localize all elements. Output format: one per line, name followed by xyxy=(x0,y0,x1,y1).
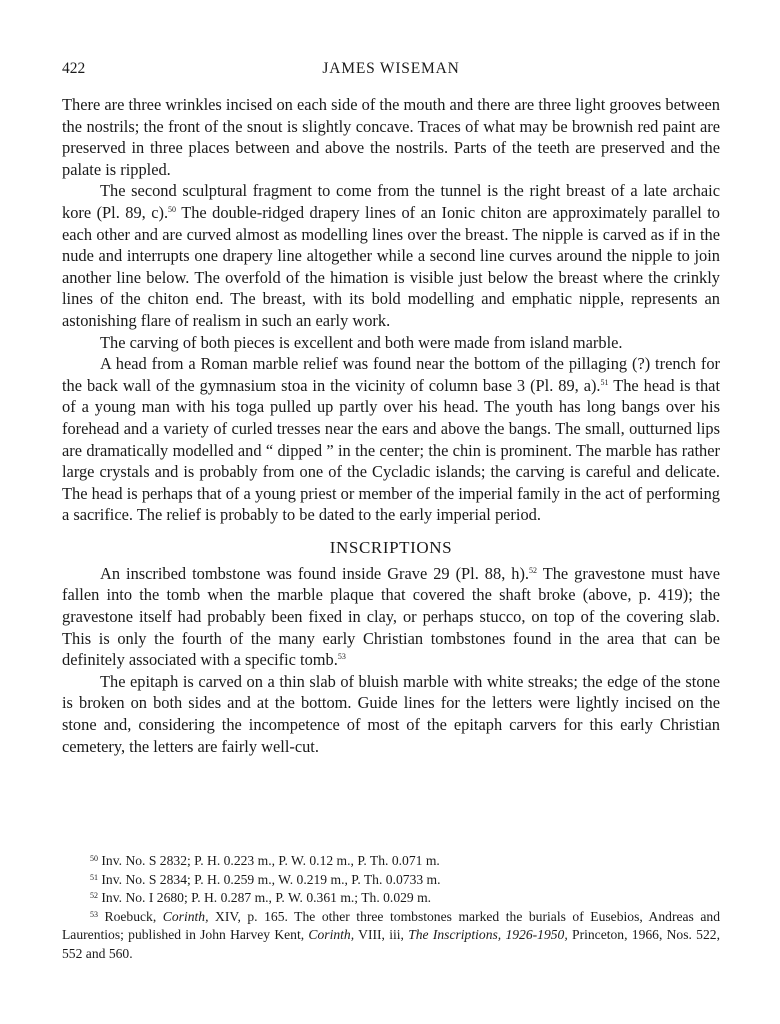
footnote-title: Corinth, xyxy=(308,927,355,942)
paragraph-4-text-a: A head from a Roman marble relief was found near the bottom of the pillaging (?) trench for the back wall of the gymnasium stoa in the vicinity of column base 3 (Pl. 89, a). xyxy=(62,354,720,395)
paragraph-5 xyxy=(62,563,720,671)
footnote-ref-50: 50 xyxy=(168,204,177,214)
footnote-number: 51 xyxy=(90,872,98,882)
footnote-52 xyxy=(62,889,720,908)
section-heading: INSCRIPTIONS xyxy=(329,537,453,557)
footnote-50 xyxy=(62,852,720,871)
footnote-text-a: Roebuck, xyxy=(104,908,163,924)
paragraph-4-text-b: The head is that of a young man with his toga pulled up partly over his head. The youth has long bangs over his forehead and a variety of curled tresses near the ears and above the bangs. The small, outturned lips are dramatically modelled and “ dipped ” in the center; the chin is prominent. The marble has rather large crystals and is probably from one of the Cycladic islands; the carving is careful and delicate. The head is perhaps that of a young priest or member of the imperial family in the act of performing a sacrifice. The relief is probably to be dated to the early imperial period. xyxy=(62,375,720,525)
paragraph-1: There are three wrinkles incised on each side of the mouth and there are three light grooves between the nostrils; the front of the snout is slightly concave. Traces of what may be brownish red paint are preserved in three places between and above the nostrils. Parts of the teeth are preserved and the palate is rippled. xyxy=(62,95,720,179)
paragraph-2-text-a: The second sculptural fragment to come from the tunnel is the right breast of a late archaic kore (Pl. 89, c). xyxy=(62,181,720,222)
footnote-number: 50 xyxy=(90,854,98,863)
footnote-51 xyxy=(62,871,720,890)
footnote-text-d: Princeton, 1966, Nos. 522, 552 and 560. xyxy=(62,927,720,961)
footnote-ref-52: 52 xyxy=(529,565,538,575)
paragraph-6: The epitaph is carved on a thin slab of bluish marble with white streaks; the edge of the stone is broken on both sides and at the bottom. Guide lines for the letters were lightly incised on the stone and, considering the incompetence of most of the epitaph carvers for this early Christian cemetery, the letters are fairly well-cut. xyxy=(62,671,720,756)
footnote-ref-51: 51 xyxy=(600,377,609,387)
footnotes xyxy=(62,852,720,963)
footnote-text-c: VIII, iii, xyxy=(354,927,409,942)
running-head: JAMES WISEMAN xyxy=(322,60,460,77)
footnote-title: The Inscriptions, 1926-1950, xyxy=(408,927,568,942)
paragraph-3: The carving of both pieces is excellent and both were made from island marble. xyxy=(100,332,623,352)
footnote-text-b: XIV, p. 165. The other three tombstones marked the burials of Eusebios, Andreas and Laurentios; published in John Harvey Kent, xyxy=(62,908,720,942)
paragraph-5-text-b: The gravestone must have fallen into the tomb when the marble plaque that covered the shaft broke (above, p. 419); the gravestone itself had probably been fixed in clay, or perhaps stucco, on top of the covering slab. This is only the fourth of the many early Christian tombstones found in the area that can be definitely associated with a specific tomb. xyxy=(62,563,720,670)
footnote-title: Corinth, xyxy=(162,908,209,924)
footnote-ref-53: 53 xyxy=(337,652,346,662)
footnote-53 xyxy=(62,908,720,964)
footnote-text: Inv. No. S 2834; P. H. 0.259 m., W. 0.219 m., P. Th. 0.0733 m. xyxy=(101,871,441,887)
footnote-number: 53 xyxy=(90,909,98,919)
paragraph-5-text-a: An inscribed tombstone was found inside Grave 29 (Pl. 88, h). xyxy=(100,563,530,583)
paragraph-2-text-b: The double-ridged drapery lines of an Ionic chiton are approximately parallel to each other and are curved almost as modelling lines over the breast. The nipple is carved as if in the nude and interrupts one drapery line altogether while a second line curves around the nipple to join another line below. The overfold of the himation is visible just below the breast where the crinkly lines of the chiton end. The breast, with its bold modelling and emphatic nipple, represents an astonishing flare of realism in such an early work. xyxy=(62,202,720,330)
page-number: 422 xyxy=(62,60,86,77)
page-header xyxy=(62,60,720,82)
body-text xyxy=(62,94,720,757)
paragraph-4 xyxy=(62,353,720,526)
footnote-text: Inv. No. I 2680; P. H. 0.287 m., P. W. 0.361 m.; Th. 0.029 m. xyxy=(101,890,432,905)
footnote-text: Inv. No. S 2832; P. H. 0.223 m., P. W. 0.12 m., P. Th. 0.071 m. xyxy=(101,853,440,868)
footnote-number: 52 xyxy=(90,891,98,900)
paragraph-2 xyxy=(62,180,720,331)
